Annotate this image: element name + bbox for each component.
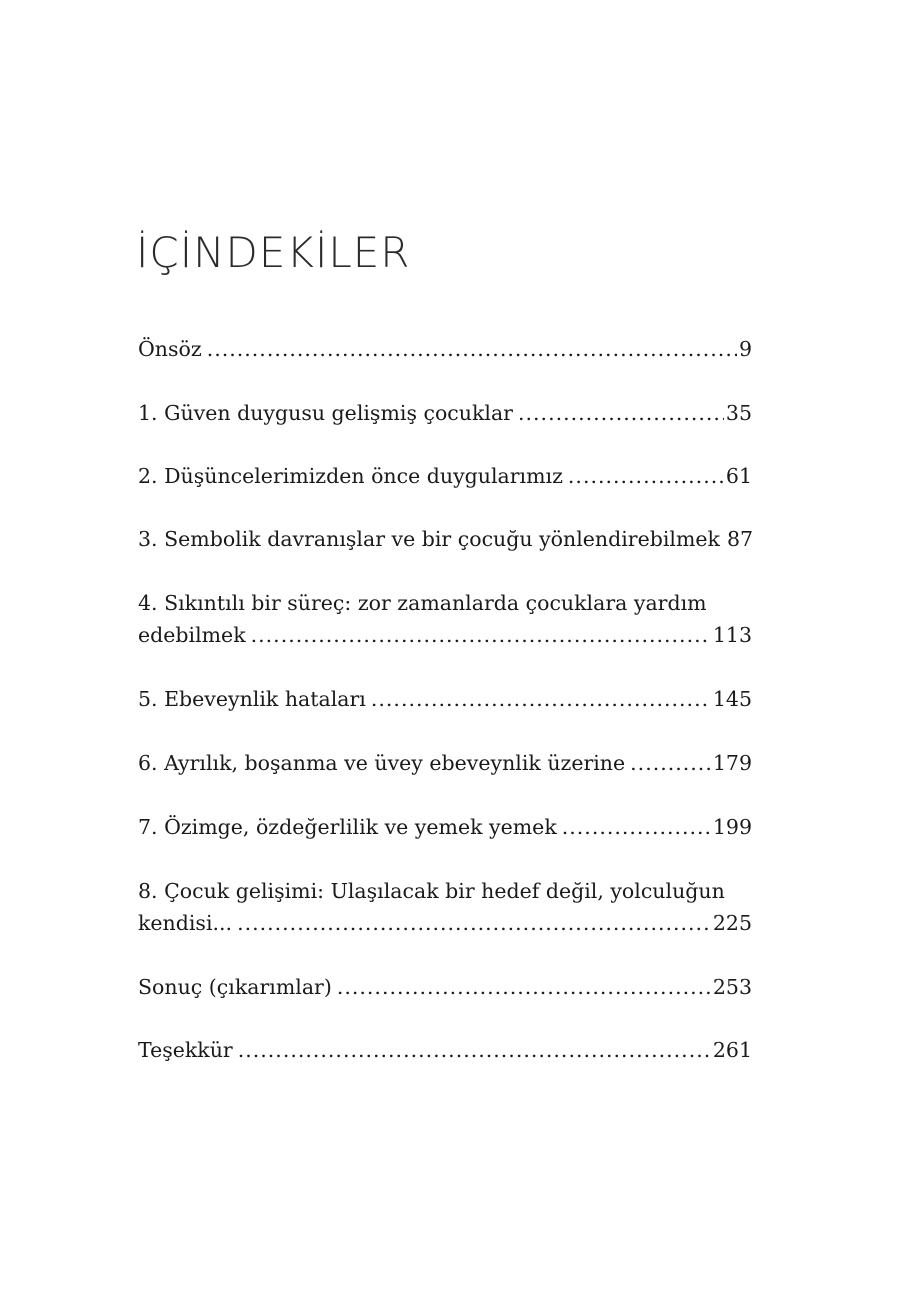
toc-page-number: 179 (712, 751, 752, 775)
toc-entry-line (138, 971, 752, 1003)
dot-leader (207, 333, 737, 365)
toc-entry-title: 2. Düşüncelerimizden önce duygularımız (138, 464, 563, 488)
toc-entry-title: Teşekkür (138, 1038, 233, 1062)
toc-entry-title: 6. Ayrılık, boşanma ve üvey ebeveynlik üzerine (138, 751, 626, 775)
toc-page-number: 261 (712, 1038, 752, 1062)
toc-entry[interactable] (138, 971, 752, 1003)
dot-leader (562, 811, 711, 843)
toc-entry-title-continuation: edebilmek (138, 623, 246, 647)
toc-entry-line (138, 907, 752, 939)
toc-entry-line (138, 1034, 752, 1066)
dot-leader (238, 1034, 711, 1066)
toc-entry[interactable] (138, 683, 752, 715)
toc-entry-title: 8. Çocuk gelişimi: Ulaşılacak bir hedef değil, yolculuğun (138, 879, 725, 903)
toc-entry-line (138, 523, 752, 555)
toc-page-number: 61 (725, 464, 752, 488)
toc-entry-line (138, 333, 752, 365)
toc-entry-title: Önsöz (138, 337, 202, 361)
dot-leader (630, 747, 711, 779)
toc-entry[interactable] (138, 397, 752, 429)
toc-page-number: 87 (726, 527, 754, 551)
toc-entry-title: Sonuç (çıkarımlar) (138, 975, 332, 999)
toc-entry[interactable] (138, 460, 752, 492)
toc-page-number: 145 (712, 687, 752, 711)
toc-entry-title-continuation: kendisi... (138, 911, 233, 935)
toc-entry-title: 4. Sıkıntılı bir süreç: zor zamanlarda çocuklara yardım (138, 591, 707, 615)
toc-entry-title: 1. Güven duygusu gelişmiş çocuklar (138, 401, 513, 425)
dot-leader (251, 619, 711, 651)
toc-entry-title: 5. Ebeveynlik hataları (138, 687, 366, 711)
toc-entry[interactable] (138, 587, 752, 651)
dot-leader (237, 907, 711, 939)
toc-page-number: 225 (712, 911, 752, 935)
toc-entry[interactable] (138, 875, 752, 939)
toc-page-number: 9 (738, 337, 752, 361)
dot-leader (518, 397, 724, 429)
toc-entry-line (138, 747, 752, 779)
toc-page-number: 113 (712, 623, 752, 647)
toc-entry[interactable] (138, 333, 752, 365)
toc-heading: İÇİNDEKİLER (136, 228, 411, 277)
toc-entry-title: 7. Özimge, özdeğerlilik ve yemek yemek (138, 815, 557, 839)
toc-entry-line (138, 811, 752, 843)
toc-entry[interactable] (138, 523, 752, 555)
toc-entry[interactable] (138, 747, 752, 779)
toc-entry[interactable] (138, 1034, 752, 1066)
toc-entry-title: 3. Sembolik davranışlar ve bir çocuğu yönlendirebilmek (138, 527, 720, 551)
toc-entry-line (138, 619, 752, 651)
dot-leader (371, 683, 711, 715)
toc-entry[interactable] (138, 811, 752, 843)
toc-page-number: 253 (712, 975, 752, 999)
toc-entry-line (138, 683, 752, 715)
toc-page-number: 199 (712, 815, 752, 839)
toc-entry-line (138, 397, 752, 429)
toc-page-number: 35 (725, 401, 752, 425)
toc-entry-line (138, 460, 752, 492)
dot-leader (337, 971, 711, 1003)
dot-leader (568, 460, 724, 492)
